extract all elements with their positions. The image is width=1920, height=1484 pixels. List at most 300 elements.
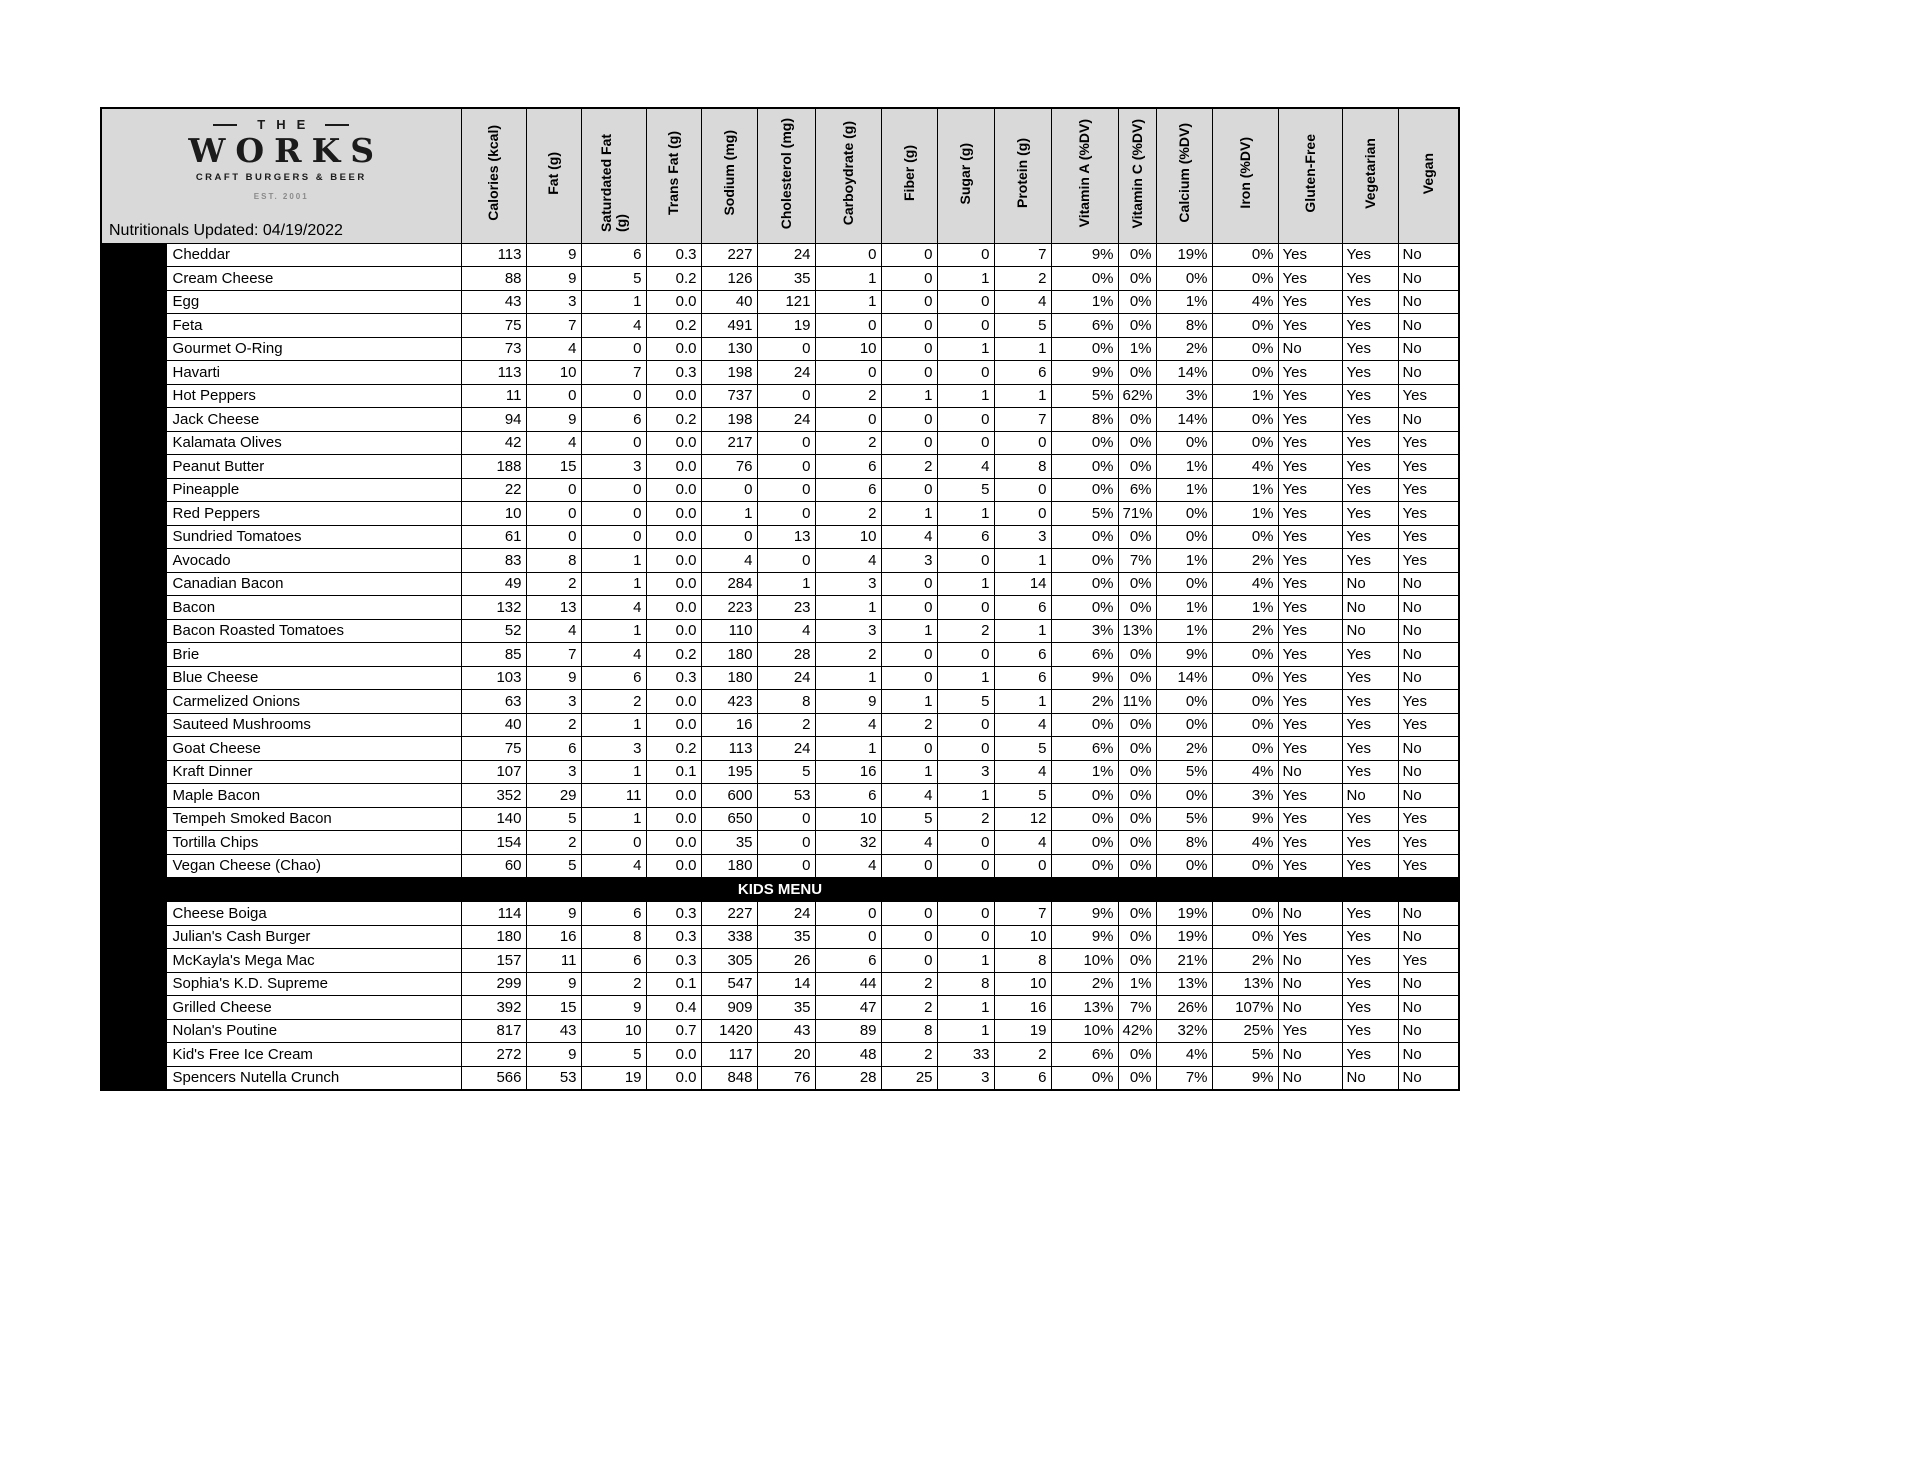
cell-cholesterol: 24	[757, 666, 815, 690]
cell-sugar: 1	[937, 384, 994, 408]
cell-iron: 0%	[1212, 431, 1278, 455]
cell-sugar: 4	[937, 455, 994, 479]
cell-trans-fat: 0.3	[646, 243, 701, 267]
cell-carbohydrate: 0	[815, 902, 881, 926]
column-header-carbohydrate	[815, 108, 881, 243]
cell-protein: 7	[994, 902, 1051, 926]
cell-calcium: 19%	[1156, 902, 1212, 926]
table-row	[101, 525, 1459, 549]
cell-vegan: No	[1398, 1066, 1459, 1090]
item-name: Feta	[166, 314, 461, 338]
cell-calcium: 13%	[1156, 972, 1212, 996]
item-name: Gourmet O-Ring	[166, 337, 461, 361]
cell-iron: 0%	[1212, 737, 1278, 761]
section-marker-cell	[101, 431, 166, 455]
section-marker-cell	[101, 525, 166, 549]
logo-rule-left	[213, 124, 237, 126]
cell-vegetarian: No	[1342, 1066, 1398, 1090]
cell-vegetarian: Yes	[1342, 854, 1398, 878]
cell-cholesterol: 1	[757, 572, 815, 596]
section-marker-cell	[101, 760, 166, 784]
column-header-label: Fiber (g)	[900, 145, 917, 202]
cell-calories: 94	[461, 408, 526, 432]
cell-trans-fat: 0.7	[646, 1019, 701, 1043]
cell-sodium: 217	[701, 431, 757, 455]
cell-calcium: 0%	[1156, 713, 1212, 737]
cell-vegetarian: Yes	[1342, 1043, 1398, 1067]
section-marker-cell	[101, 408, 166, 432]
cell-iron: 1%	[1212, 478, 1278, 502]
cell-vegan: Yes	[1398, 384, 1459, 408]
cell-fiber: 0	[881, 666, 937, 690]
cell-protein: 5	[994, 784, 1051, 808]
cell-vegetarian: Yes	[1342, 666, 1398, 690]
cell-trans-fat: 0.2	[646, 737, 701, 761]
cell-vegan: No	[1398, 1043, 1459, 1067]
cell-protein: 6	[994, 361, 1051, 385]
cell-vegan: No	[1398, 972, 1459, 996]
cell-cholesterol: 53	[757, 784, 815, 808]
cell-calcium: 0%	[1156, 267, 1212, 291]
cell-carbohydrate: 4	[815, 549, 881, 573]
cell-iron: 2%	[1212, 549, 1278, 573]
cell-calories: 114	[461, 902, 526, 926]
cell-vitamin-c: 0%	[1118, 314, 1156, 338]
cell-carbohydrate: 1	[815, 290, 881, 314]
cell-calcium: 1%	[1156, 478, 1212, 502]
cell-protein: 3	[994, 525, 1051, 549]
cell-iron: 25%	[1212, 1019, 1278, 1043]
item-name: Spencers Nutella Crunch	[166, 1066, 461, 1090]
nutritionals-updated: Nutritionals Updated: 04/19/2022	[109, 221, 343, 239]
cell-fiber: 0	[881, 290, 937, 314]
cell-sodium: 113	[701, 737, 757, 761]
cell-saturated-fat: 7	[581, 361, 646, 385]
cell-gluten-free: Yes	[1278, 713, 1342, 737]
cell-trans-fat: 0.0	[646, 502, 701, 526]
cell-trans-fat: 0.0	[646, 784, 701, 808]
cell-sodium: 650	[701, 807, 757, 831]
item-name: Peanut Butter	[166, 455, 461, 479]
column-header-protein	[994, 108, 1051, 243]
table-row	[101, 666, 1459, 690]
cell-protein: 6	[994, 643, 1051, 667]
cell-iron: 9%	[1212, 1066, 1278, 1090]
table-row	[101, 807, 1459, 831]
cell-calcium: 0%	[1156, 431, 1212, 455]
cell-vegetarian: Yes	[1342, 949, 1398, 973]
cell-gluten-free: Yes	[1278, 525, 1342, 549]
cell-sugar: 0	[937, 361, 994, 385]
cell-protein: 1	[994, 337, 1051, 361]
cell-gluten-free: No	[1278, 972, 1342, 996]
cell-saturated-fat: 5	[581, 1043, 646, 1067]
cell-vitamin-c: 6%	[1118, 478, 1156, 502]
table-row	[101, 949, 1459, 973]
cell-gluten-free: No	[1278, 760, 1342, 784]
cell-calcium: 0%	[1156, 854, 1212, 878]
cell-calories: 157	[461, 949, 526, 973]
cell-calories: 352	[461, 784, 526, 808]
section-marker-cell	[101, 549, 166, 573]
cell-vegetarian: Yes	[1342, 431, 1398, 455]
cell-calcium: 19%	[1156, 925, 1212, 949]
cell-sugar: 0	[937, 314, 994, 338]
cell-vitamin-a: 0%	[1051, 455, 1118, 479]
table-row	[101, 243, 1459, 267]
cell-carbohydrate: 9	[815, 690, 881, 714]
column-header-label: Cholesterol (mg)	[777, 117, 794, 229]
cell-iron: 107%	[1212, 996, 1278, 1020]
cell-gluten-free: Yes	[1278, 619, 1342, 643]
cell-iron: 1%	[1212, 384, 1278, 408]
cell-fat: 3	[526, 690, 581, 714]
cell-fiber: 0	[881, 949, 937, 973]
cell-vitamin-c: 0%	[1118, 267, 1156, 291]
cell-gluten-free: Yes	[1278, 831, 1342, 855]
logo-the-text: THE	[257, 117, 317, 132]
cell-vegan: No	[1398, 643, 1459, 667]
cell-fiber: 8	[881, 1019, 937, 1043]
cell-protein: 2	[994, 1043, 1051, 1067]
cell-vitamin-a: 0%	[1051, 572, 1118, 596]
cell-vegan: Yes	[1398, 455, 1459, 479]
cell-calories: 83	[461, 549, 526, 573]
cell-sugar: 1	[937, 337, 994, 361]
cell-sodium: 180	[701, 643, 757, 667]
cell-gluten-free: No	[1278, 902, 1342, 926]
cell-protein: 1	[994, 619, 1051, 643]
table-row	[101, 455, 1459, 479]
cell-sugar: 8	[937, 972, 994, 996]
cell-cholesterol: 28	[757, 643, 815, 667]
cell-fiber: 0	[881, 643, 937, 667]
table-row	[101, 737, 1459, 761]
cell-fiber: 1	[881, 760, 937, 784]
section-marker-cell	[101, 925, 166, 949]
cell-sodium: 1420	[701, 1019, 757, 1043]
cell-vitamin-c: 0%	[1118, 1066, 1156, 1090]
cell-fiber: 0	[881, 596, 937, 620]
cell-calcium: 1%	[1156, 596, 1212, 620]
cell-sodium: 737	[701, 384, 757, 408]
cell-trans-fat: 0.0	[646, 831, 701, 855]
cell-fiber: 5	[881, 807, 937, 831]
cell-carbohydrate: 89	[815, 1019, 881, 1043]
cell-cholesterol: 0	[757, 502, 815, 526]
cell-carbohydrate: 2	[815, 643, 881, 667]
cell-saturated-fat: 19	[581, 1066, 646, 1090]
cell-saturated-fat: 6	[581, 243, 646, 267]
cell-fat: 3	[526, 290, 581, 314]
cell-calcium: 1%	[1156, 619, 1212, 643]
cell-sodium: 76	[701, 455, 757, 479]
cell-iron: 3%	[1212, 784, 1278, 808]
cell-sodium: 223	[701, 596, 757, 620]
column-header-vegan	[1398, 108, 1459, 243]
table-row	[101, 925, 1459, 949]
cell-calcium: 0%	[1156, 690, 1212, 714]
cell-fat: 4	[526, 619, 581, 643]
cell-vegetarian: Yes	[1342, 902, 1398, 926]
cell-fat: 9	[526, 902, 581, 926]
cell-gluten-free: Yes	[1278, 643, 1342, 667]
cell-trans-fat: 0.0	[646, 478, 701, 502]
cell-iron: 0%	[1212, 854, 1278, 878]
cell-trans-fat: 0.4	[646, 996, 701, 1020]
item-name: Jack Cheese	[166, 408, 461, 432]
table-row	[101, 784, 1459, 808]
cell-gluten-free: Yes	[1278, 1019, 1342, 1043]
cell-fat: 2	[526, 713, 581, 737]
cell-vegetarian: Yes	[1342, 337, 1398, 361]
table-row	[101, 290, 1459, 314]
cell-vitamin-a: 3%	[1051, 619, 1118, 643]
cell-vegan: Yes	[1398, 854, 1459, 878]
cell-carbohydrate: 0	[815, 361, 881, 385]
cell-vitamin-c: 1%	[1118, 337, 1156, 361]
cell-fiber: 0	[881, 854, 937, 878]
cell-iron: 0%	[1212, 408, 1278, 432]
cell-trans-fat: 0.0	[646, 290, 701, 314]
section-marker-cell	[101, 784, 166, 808]
cell-trans-fat: 0.0	[646, 337, 701, 361]
cell-fat: 10	[526, 361, 581, 385]
cell-cholesterol: 24	[757, 737, 815, 761]
cell-sugar: 33	[937, 1043, 994, 1067]
cell-trans-fat: 0.1	[646, 972, 701, 996]
cell-vitamin-a: 0%	[1051, 267, 1118, 291]
section-header-row	[101, 878, 1459, 902]
cell-fat: 6	[526, 737, 581, 761]
item-name: Carmelized Onions	[166, 690, 461, 714]
cell-trans-fat: 0.0	[646, 384, 701, 408]
cell-calories: 60	[461, 854, 526, 878]
cell-sodium: 198	[701, 408, 757, 432]
section-marker-cell	[101, 267, 166, 291]
cell-fiber: 0	[881, 243, 937, 267]
cell-trans-fat: 0.0	[646, 572, 701, 596]
cell-saturated-fat: 5	[581, 267, 646, 291]
cell-vitamin-c: 0%	[1118, 713, 1156, 737]
cell-cholesterol: 0	[757, 854, 815, 878]
cell-vegetarian: Yes	[1342, 972, 1398, 996]
logo-works-text: WORKS	[188, 131, 385, 170]
section-marker-cell	[101, 643, 166, 667]
logo-rule-right	[325, 124, 349, 126]
cell-calories: 272	[461, 1043, 526, 1067]
section-marker-cell	[101, 596, 166, 620]
cell-fat: 43	[526, 1019, 581, 1043]
cell-iron: 0%	[1212, 925, 1278, 949]
cell-carbohydrate: 44	[815, 972, 881, 996]
cell-cholesterol: 24	[757, 902, 815, 926]
header-row	[101, 108, 1459, 243]
cell-fat: 11	[526, 949, 581, 973]
cell-fat: 9	[526, 267, 581, 291]
section-marker-cell	[101, 455, 166, 479]
cell-calcium: 1%	[1156, 549, 1212, 573]
cell-fat: 7	[526, 314, 581, 338]
cell-vegan: No	[1398, 619, 1459, 643]
cell-protein: 19	[994, 1019, 1051, 1043]
cell-vitamin-a: 0%	[1051, 596, 1118, 620]
cell-fat: 9	[526, 243, 581, 267]
cell-iron: 0%	[1212, 713, 1278, 737]
cell-calories: 88	[461, 267, 526, 291]
cell-gluten-free: Yes	[1278, 290, 1342, 314]
cell-gluten-free: No	[1278, 1066, 1342, 1090]
cell-sodium: 35	[701, 831, 757, 855]
cell-vitamin-c: 11%	[1118, 690, 1156, 714]
cell-vitamin-c: 0%	[1118, 854, 1156, 878]
cell-gluten-free: Yes	[1278, 478, 1342, 502]
item-name: Havarti	[166, 361, 461, 385]
cell-iron: 2%	[1212, 949, 1278, 973]
column-header-vitamin-a	[1051, 108, 1118, 243]
cell-iron: 0%	[1212, 267, 1278, 291]
cell-vitamin-a: 0%	[1051, 478, 1118, 502]
cell-vegetarian: Yes	[1342, 361, 1398, 385]
table-row	[101, 478, 1459, 502]
cell-vegan: Yes	[1398, 831, 1459, 855]
cell-iron: 1%	[1212, 596, 1278, 620]
section-marker-cell	[101, 1066, 166, 1090]
cell-cholesterol: 35	[757, 925, 815, 949]
cell-cholesterol: 0	[757, 455, 815, 479]
cell-vegan: Yes	[1398, 502, 1459, 526]
cell-cholesterol: 24	[757, 361, 815, 385]
cell-sodium: 130	[701, 337, 757, 361]
cell-iron: 0%	[1212, 666, 1278, 690]
cell-fat: 0	[526, 384, 581, 408]
cell-sugar: 0	[937, 643, 994, 667]
cell-protein: 10	[994, 925, 1051, 949]
cell-calories: 85	[461, 643, 526, 667]
item-name: Canadian Bacon	[166, 572, 461, 596]
cell-calories: 73	[461, 337, 526, 361]
item-name: Egg	[166, 290, 461, 314]
cell-fat: 2	[526, 572, 581, 596]
table-row	[101, 854, 1459, 878]
cell-fiber: 0	[881, 572, 937, 596]
column-header-sugar	[937, 108, 994, 243]
cell-iron: 4%	[1212, 572, 1278, 596]
item-name: Sauteed Mushrooms	[166, 713, 461, 737]
cell-vitamin-c: 0%	[1118, 902, 1156, 926]
cell-iron: 13%	[1212, 972, 1278, 996]
column-header-calcium	[1156, 108, 1212, 243]
cell-cholesterol: 0	[757, 384, 815, 408]
cell-vegan: No	[1398, 925, 1459, 949]
cell-gluten-free: Yes	[1278, 572, 1342, 596]
item-name: Red Peppers	[166, 502, 461, 526]
column-header-label: Saturdated Fat (g)	[597, 134, 629, 233]
cell-vegan: Yes	[1398, 807, 1459, 831]
cell-trans-fat: 0.0	[646, 690, 701, 714]
cell-vegetarian: Yes	[1342, 384, 1398, 408]
cell-carbohydrate: 6	[815, 455, 881, 479]
cell-sodium: 110	[701, 619, 757, 643]
cell-calories: 22	[461, 478, 526, 502]
cell-calcium: 19%	[1156, 243, 1212, 267]
item-name: Vegan Cheese (Chao)	[166, 854, 461, 878]
cell-saturated-fat: 4	[581, 596, 646, 620]
cell-carbohydrate: 6	[815, 784, 881, 808]
cell-fat: 7	[526, 643, 581, 667]
cell-vitamin-c: 0%	[1118, 243, 1156, 267]
table-row	[101, 361, 1459, 385]
cell-saturated-fat: 2	[581, 690, 646, 714]
cell-vitamin-c: 0%	[1118, 431, 1156, 455]
cell-protein: 14	[994, 572, 1051, 596]
cell-cholesterol: 35	[757, 996, 815, 1020]
cell-calcium: 32%	[1156, 1019, 1212, 1043]
cell-carbohydrate: 1	[815, 666, 881, 690]
item-name: Goat Cheese	[166, 737, 461, 761]
cell-fiber: 0	[881, 737, 937, 761]
cell-vitamin-a: 0%	[1051, 337, 1118, 361]
cell-vegan: No	[1398, 1019, 1459, 1043]
column-header-label: Vegan	[1419, 152, 1436, 194]
cell-vitamin-a: 6%	[1051, 737, 1118, 761]
cell-protein: 7	[994, 243, 1051, 267]
column-header-label: Vitamin A (%DV)	[1076, 119, 1092, 228]
section-marker-cell	[101, 337, 166, 361]
cell-calcium: 21%	[1156, 949, 1212, 973]
table-row	[101, 1043, 1459, 1067]
cell-saturated-fat: 3	[581, 737, 646, 761]
cell-vegetarian: Yes	[1342, 314, 1398, 338]
cell-calories: 63	[461, 690, 526, 714]
cell-gluten-free: Yes	[1278, 431, 1342, 455]
cell-carbohydrate: 10	[815, 807, 881, 831]
cell-cholesterol: 0	[757, 431, 815, 455]
cell-sodium: 491	[701, 314, 757, 338]
column-header-label: Calcium (%DV)	[1175, 123, 1192, 224]
cell-trans-fat: 0.3	[646, 949, 701, 973]
cell-calcium: 8%	[1156, 831, 1212, 855]
cell-cholesterol: 43	[757, 1019, 815, 1043]
cell-vegetarian: Yes	[1342, 737, 1398, 761]
cell-vitamin-c: 0%	[1118, 361, 1156, 385]
cell-iron: 2%	[1212, 619, 1278, 643]
cell-vegetarian: Yes	[1342, 996, 1398, 1020]
cell-calories: 42	[461, 431, 526, 455]
item-name: Tortilla Chips	[166, 831, 461, 855]
cell-gluten-free: Yes	[1278, 690, 1342, 714]
section-marker-cell	[101, 572, 166, 596]
cell-carbohydrate: 2	[815, 502, 881, 526]
cell-calories: 566	[461, 1066, 526, 1090]
cell-calories: 107	[461, 760, 526, 784]
cell-protein: 0	[994, 854, 1051, 878]
cell-vitamin-c: 0%	[1118, 925, 1156, 949]
column-header-trans-fat	[646, 108, 701, 243]
logo-tagline: CRAFT BURGERS & BEER	[195, 172, 367, 183]
cell-sugar: 0	[937, 596, 994, 620]
cell-calories: 75	[461, 314, 526, 338]
cell-calcium: 5%	[1156, 807, 1212, 831]
cell-vegetarian: Yes	[1342, 760, 1398, 784]
cell-gluten-free: Yes	[1278, 549, 1342, 573]
column-header-label: Protein (g)	[1014, 138, 1030, 209]
cell-fiber: 2	[881, 972, 937, 996]
item-name: Cheese Boiga	[166, 902, 461, 926]
cell-vitamin-a: 9%	[1051, 243, 1118, 267]
cell-iron: 0%	[1212, 314, 1278, 338]
cell-iron: 4%	[1212, 760, 1278, 784]
